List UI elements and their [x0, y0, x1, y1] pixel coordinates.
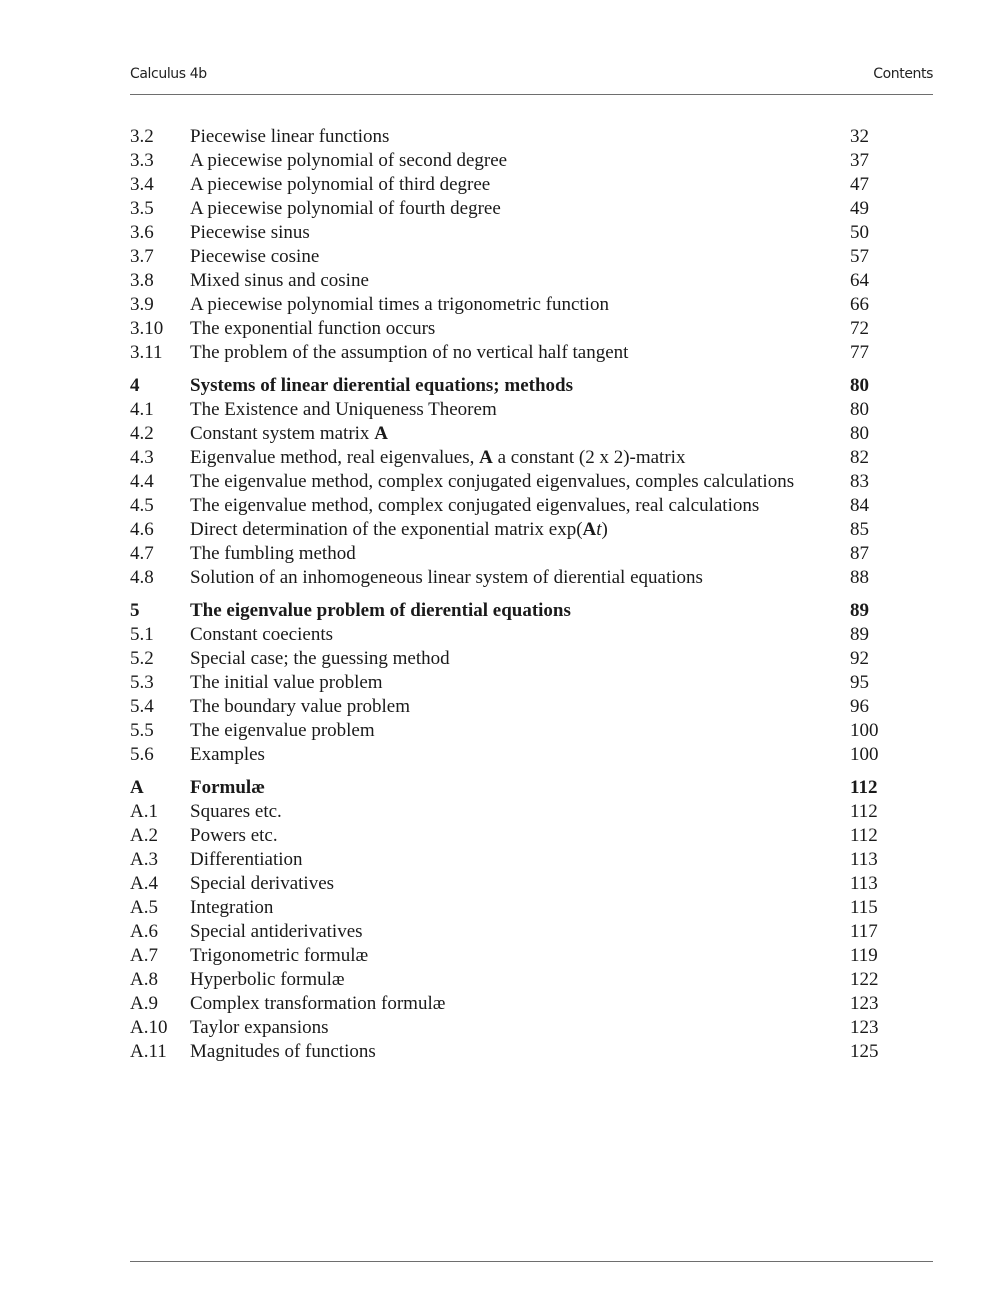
toc-title[interactable]: Squares etc. — [190, 801, 282, 822]
toc-title[interactable]: Piecewise cosine — [190, 246, 320, 267]
toc-number: 4.8 — [130, 567, 154, 588]
book-title: Calculus 4b — [130, 66, 207, 82]
toc-chapter-entry[interactable] — [130, 599, 890, 623]
toc-page-number: 66 — [850, 294, 869, 315]
toc-title[interactable]: Powers etc. — [190, 825, 278, 846]
toc-title[interactable]: Complex transformation formulæ — [190, 993, 446, 1014]
toc-section-entry[interactable] — [130, 125, 890, 149]
toc-number: 4.4 — [130, 471, 154, 492]
toc-section-entry[interactable] — [130, 695, 890, 719]
toc-title[interactable]: Taylor expansions — [190, 1017, 329, 1038]
toc-number: A.8 — [130, 969, 158, 990]
toc-number: A.10 — [130, 1017, 168, 1038]
toc-page-number: 57 — [850, 246, 869, 267]
toc-number: A — [130, 777, 144, 798]
toc-title[interactable]: Direct determination of the exponential matrix exp(At) — [190, 519, 608, 540]
toc-number: 4.7 — [130, 543, 154, 564]
toc-title[interactable]: Special case; the guessing method — [190, 648, 450, 669]
toc-title[interactable]: Examples — [190, 744, 265, 765]
toc-section-entry[interactable] — [130, 293, 890, 317]
toc-title[interactable]: The initial value problem — [190, 672, 383, 693]
toc-number: 3.11 — [130, 342, 163, 363]
toc-section-entry[interactable] — [130, 647, 890, 671]
toc-page-number: 89 — [850, 624, 869, 645]
toc-title[interactable]: The fumbling method — [190, 543, 356, 564]
toc-title[interactable]: A piecewise polynomial of second degree — [190, 150, 508, 171]
toc-page-number: 80 — [850, 375, 869, 396]
toc-chapter-entry[interactable] — [130, 374, 890, 398]
toc-title[interactable]: Integration — [190, 897, 274, 918]
toc-section-entry[interactable] — [130, 800, 890, 824]
toc-page-number: 49 — [850, 198, 869, 219]
toc-title[interactable]: The eigenvalue method, complex conjugated eigenvalues, comples calculations — [190, 471, 795, 492]
toc-number: 5.5 — [130, 720, 154, 741]
toc-number: 4 — [130, 375, 140, 396]
toc-page-number: 112 — [850, 825, 878, 846]
toc-number: 5.6 — [130, 744, 154, 765]
toc-page-number: 113 — [850, 873, 878, 894]
toc-number: 3.7 — [130, 246, 154, 267]
toc-title[interactable]: Constant system matrix A — [190, 423, 388, 444]
toc-section-entry[interactable] — [130, 824, 890, 848]
toc-section-entry[interactable] — [130, 398, 890, 422]
toc-number: 4.2 — [130, 423, 154, 444]
toc-page-number: 47 — [850, 174, 869, 195]
toc-page-number: 88 — [850, 567, 869, 588]
toc-number: 4.5 — [130, 495, 154, 516]
toc-section-entry[interactable] — [130, 221, 890, 245]
toc-number: A.9 — [130, 993, 158, 1014]
toc-page-number: 117 — [850, 921, 878, 942]
toc-page-number: 92 — [850, 648, 869, 669]
toc-page-number: 123 — [850, 993, 879, 1014]
toc-number: 3.2 — [130, 126, 154, 147]
toc-page-number: 113 — [850, 849, 878, 870]
toc-number: 3.9 — [130, 294, 154, 315]
toc-page-number: 64 — [850, 270, 869, 291]
toc-page-number: 37 — [850, 150, 869, 171]
toc-section-entry[interactable] — [130, 848, 890, 872]
toc-page-number: 96 — [850, 696, 869, 717]
toc-title[interactable]: Eigenvalue method, real eigenvalues, A a constant (2 x 2)-matrix — [190, 447, 686, 468]
toc-section-entry[interactable] — [130, 719, 890, 743]
toc-number: A.1 — [130, 801, 158, 822]
toc-number: 3.10 — [130, 318, 164, 339]
toc-page-number: 32 — [850, 126, 869, 147]
toc-title[interactable]: Trigonometric formulæ — [190, 945, 369, 966]
toc-number: A.11 — [130, 1041, 167, 1062]
toc-title[interactable]: Special derivatives — [190, 873, 335, 894]
toc-number: A.5 — [130, 897, 158, 918]
toc-section-entry[interactable] — [130, 422, 890, 446]
toc-section-entry[interactable] — [130, 920, 890, 944]
toc-section-entry[interactable] — [130, 269, 890, 293]
toc-number: 4.6 — [130, 519, 154, 540]
toc-section-entry[interactable] — [130, 197, 890, 221]
section-title: Contents — [873, 66, 933, 82]
toc-title[interactable]: Differentiation — [190, 849, 303, 870]
table-of-contents — [130, 125, 890, 1064]
toc-section-entry[interactable] — [130, 1016, 890, 1040]
toc-page-number: 89 — [850, 600, 869, 621]
toc-number: 3.8 — [130, 270, 154, 291]
toc-page-number: 83 — [850, 471, 869, 492]
toc-title[interactable]: The eigenvalue problem — [190, 720, 375, 741]
toc-number: 5.4 — [130, 696, 154, 717]
toc-page-number: 84 — [850, 495, 869, 516]
toc-number: 5.1 — [130, 624, 154, 645]
toc-section-entry[interactable] — [130, 317, 890, 341]
toc-number: A.7 — [130, 945, 158, 966]
toc-number: 3.4 — [130, 174, 154, 195]
toc-page-number: 123 — [850, 1017, 879, 1038]
toc-title[interactable]: Mixed sinus and cosine — [190, 270, 369, 291]
toc-section-entry[interactable] — [130, 542, 890, 566]
toc-section-entry[interactable] — [130, 494, 890, 518]
toc-title[interactable]: Formulæ — [190, 777, 265, 798]
toc-section-entry[interactable] — [130, 173, 890, 197]
toc-section-entry[interactable] — [130, 623, 890, 647]
footer-rule — [130, 1261, 933, 1262]
toc-title[interactable]: The eigenvalue problem of dierential equations — [190, 600, 571, 621]
toc-section-entry[interactable] — [130, 944, 890, 968]
toc-section-entry[interactable] — [130, 1040, 890, 1064]
toc-page-number: 80 — [850, 399, 869, 420]
toc-number: 3.6 — [130, 222, 154, 243]
toc-page-number: 87 — [850, 543, 869, 564]
header-rule — [130, 94, 933, 95]
toc-number: A.3 — [130, 849, 158, 870]
toc-title[interactable]: Magnitudes of functions — [190, 1041, 376, 1062]
toc-title[interactable]: Hyperbolic formulæ — [190, 969, 345, 990]
toc-section-entry[interactable] — [130, 743, 890, 767]
toc-title[interactable]: A piecewise polynomial of fourth degree — [190, 198, 501, 219]
toc-page-number: 82 — [850, 447, 869, 468]
toc-number: 4.3 — [130, 447, 154, 468]
toc-section-entry[interactable] — [130, 470, 890, 494]
toc-page-number: 100 — [850, 744, 879, 765]
toc-page-number: 125 — [850, 1041, 879, 1062]
toc-title[interactable]: The Existence and Uniqueness Theorem — [190, 399, 497, 420]
toc-page-number: 77 — [850, 342, 869, 363]
toc-page-number: 122 — [850, 969, 879, 990]
toc-number: 5 — [130, 600, 140, 621]
toc-section-entry[interactable] — [130, 872, 890, 896]
running-header — [130, 66, 933, 88]
toc-section-entry[interactable] — [130, 341, 890, 365]
toc-page-number: 112 — [850, 801, 878, 822]
toc-section-entry[interactable] — [130, 968, 890, 992]
toc-section-entry[interactable] — [130, 149, 890, 173]
toc-page-number: 119 — [850, 945, 878, 966]
toc-title[interactable]: Piecewise sinus — [190, 222, 310, 243]
toc-page-number: 115 — [850, 897, 878, 918]
toc-section-entry[interactable] — [130, 518, 890, 542]
toc-title[interactable]: The eigenvalue method, complex conjugated eigenvalues, real calculations — [190, 495, 760, 516]
toc-page-number: 80 — [850, 423, 869, 444]
toc-title[interactable]: Piecewise linear functions — [190, 126, 390, 147]
toc-section-entry[interactable] — [130, 245, 890, 269]
toc-page-number: 72 — [850, 318, 869, 339]
toc-number: A.2 — [130, 825, 158, 846]
toc-number: 3.5 — [130, 198, 154, 219]
toc-chapter-entry[interactable] — [130, 776, 890, 800]
toc-title[interactable]: The problem of the assumption of no vertical half tangent — [190, 342, 629, 363]
toc-section-entry[interactable] — [130, 446, 890, 470]
toc-page-number: 100 — [850, 720, 879, 741]
toc-title[interactable]: The exponential function occurs — [190, 318, 436, 339]
toc-number: 5.2 — [130, 648, 154, 669]
toc-page-number: 95 — [850, 672, 869, 693]
toc-title[interactable]: A piecewise polynomial times a trigonometric function — [190, 294, 609, 315]
toc-title[interactable]: Special antiderivatives — [190, 921, 363, 942]
toc-section-entry[interactable] — [130, 566, 890, 590]
toc-section-entry[interactable] — [130, 896, 890, 920]
toc-page-number: 85 — [850, 519, 869, 540]
toc-number: 3.3 — [130, 150, 154, 171]
toc-title[interactable]: A piecewise polynomial of third degree — [190, 174, 491, 195]
toc-section-entry[interactable] — [130, 671, 890, 695]
toc-number: A.6 — [130, 921, 158, 942]
toc-title[interactable]: Solution of an inhomogeneous linear system of dierential equations — [190, 567, 703, 588]
toc-section-entry[interactable] — [130, 992, 890, 1016]
toc-number: 5.3 — [130, 672, 154, 693]
toc-title[interactable]: Systems of linear dierential equations; methods — [190, 375, 573, 396]
toc-number: A.4 — [130, 873, 158, 894]
toc-title[interactable]: Constant coecients — [190, 624, 333, 645]
toc-page-number: 112 — [850, 777, 878, 798]
toc-number: 4.1 — [130, 399, 154, 420]
toc-page-number: 50 — [850, 222, 869, 243]
toc-title[interactable]: The boundary value problem — [190, 696, 411, 717]
